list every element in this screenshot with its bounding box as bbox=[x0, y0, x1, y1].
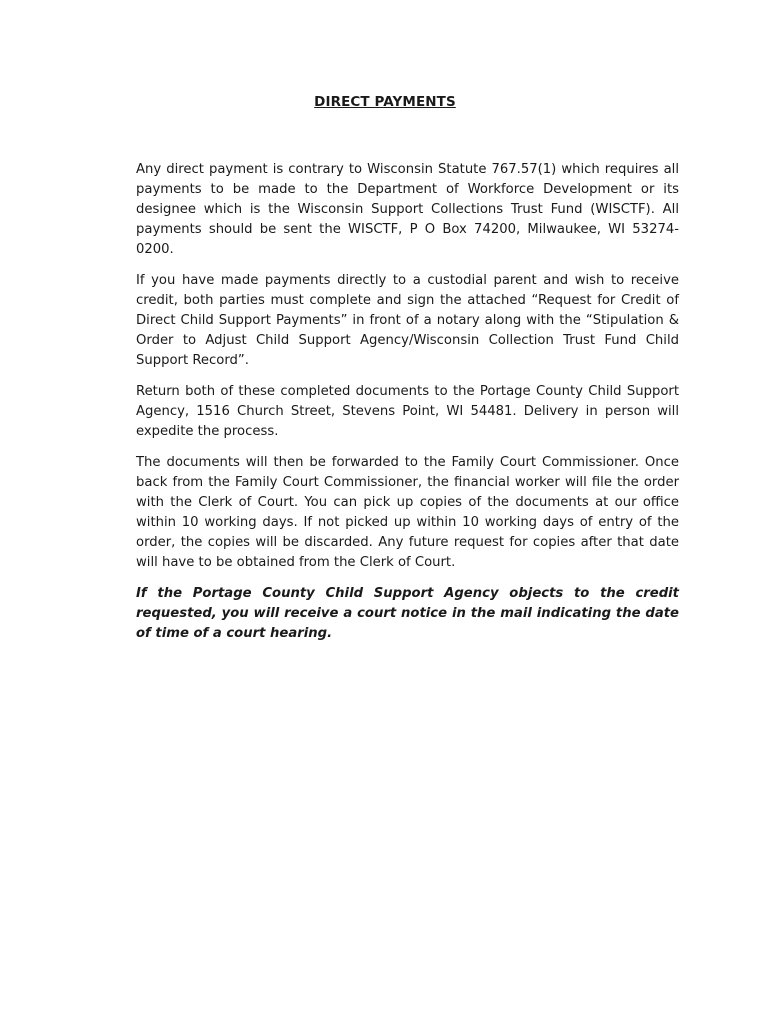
paragraph-return-documents: Return both of these completed documents to the Portage County Child Support Agency, 1516 Church Street, Stevens Point, WI 54481. Delivery in person will expedite the process. bbox=[136, 384, 679, 439]
paragraph-court-notice: If the Portage County Child Support Agency objects to the credit requested, you will receive a court notice in the mail indicating the date of time of a court hearing. bbox=[136, 586, 679, 641]
paragraph-direct-payment-statute: Any direct payment is contrary to Wisconsin Statute 767.57(1) which requires all payments to be made to the Department of Workforce Development or its designee which is the Wisconsin Support Collections Trust Fund (WISCTF). All payments should be sent the WISCTF, P O Box 74200, Milwaukee, WI 53274-0200. bbox=[136, 162, 679, 257]
paragraph-request-credit: If you have made payments directly to a custodial parent and wish to receive credit, both parties must complete and sign the attached “Request for Credit of Direct Child Support Payments” in front of a notary along with the “Stipulation & Order to Adjust Child Support Agency/Wisconsin Collection Trust Fund Child Support Record”. bbox=[136, 273, 679, 368]
page-title: DIRECT PAYMENTS bbox=[314, 94, 456, 110]
document-body bbox=[136, 160, 679, 655]
paragraph-processing: The documents will then be forwarded to the Family Court Commissioner. Once back from the Family Court Commissioner, the financial worker will file the order with the Clerk of Court. You can pick up copies of the documents at our office within 10 working days. If not picked up within 10 working days of entry of the order, the copies will be discarded. Any future request for copies after that date will have to be obtained from the Clerk of Court. bbox=[136, 455, 679, 570]
